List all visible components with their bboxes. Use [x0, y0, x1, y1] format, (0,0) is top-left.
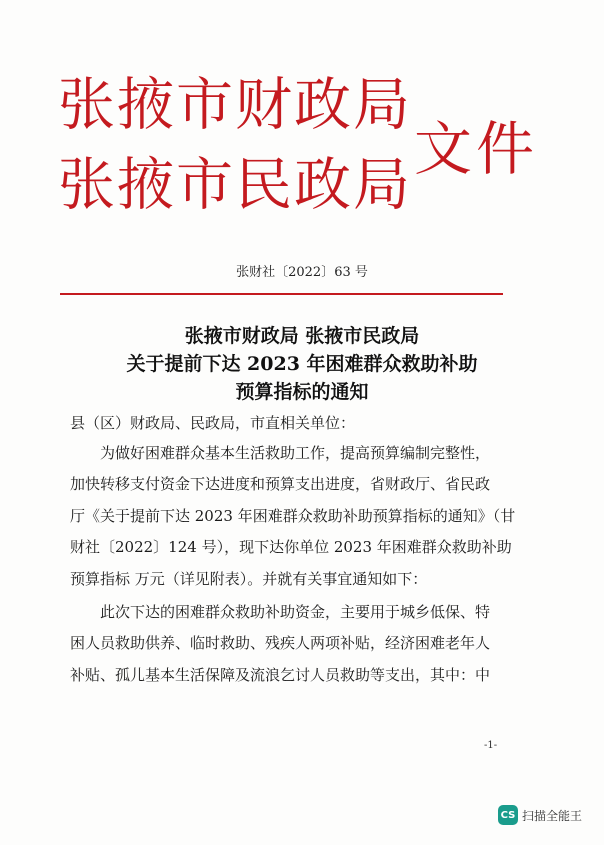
- document-number: 张财社〔2022〕63 号: [236, 265, 368, 280]
- addressee: 县（区）财政局、民政局，市直相关单位：: [70, 414, 356, 432]
- body-line: 补贴、孤儿基本生活保障及流浪乞讨人员救助等支出，其中：中: [70, 666, 491, 684]
- page-number: -1-: [484, 740, 498, 751]
- issuer-finance-bureau: 张掖市财政局: [58, 72, 412, 138]
- body-line: 厅《关于提前下达 2023 年困难群众救助补助预算指标的通知》（甘: [70, 507, 516, 525]
- issuer-civil-affairs-bureau: 张掖市民政局: [58, 152, 412, 218]
- camscanner-icon: CS: [498, 805, 518, 825]
- document-header: [58, 72, 538, 232]
- body-line: 困人员救助供养、临时救助、残疾人两项补贴，经济困难老年人: [70, 634, 491, 652]
- body-line: 预算指标 万元（详见附表）。并就有关事宜通知如下：: [70, 570, 428, 588]
- watermark-label: 扫描全能王: [521, 808, 582, 823]
- body-line: 财社〔2022〕124 号），现下达你单位 2023 年困难群众救助补助: [70, 538, 512, 556]
- body-line: 加快转移支付资金下达进度和预算支出进度，省财政厅、省民政: [70, 475, 491, 493]
- document-title-line2: 关于提前下达 2023 年困难群众救助补助: [126, 353, 478, 375]
- document-title-line1: 张掖市财政局 张掖市民政局: [184, 325, 420, 347]
- document-word: 文件: [414, 115, 539, 183]
- body-line: 此次下达的困难群众救助补助资金，主要用于城乡低保、特: [100, 603, 491, 621]
- scanner-watermark: [498, 805, 582, 825]
- body-line: 为做好困难群众基本生活救助工作，提高预算编制完整性，: [100, 444, 491, 462]
- red-divider: [60, 293, 503, 295]
- document-title-line3: 预算指标的通知: [235, 381, 369, 403]
